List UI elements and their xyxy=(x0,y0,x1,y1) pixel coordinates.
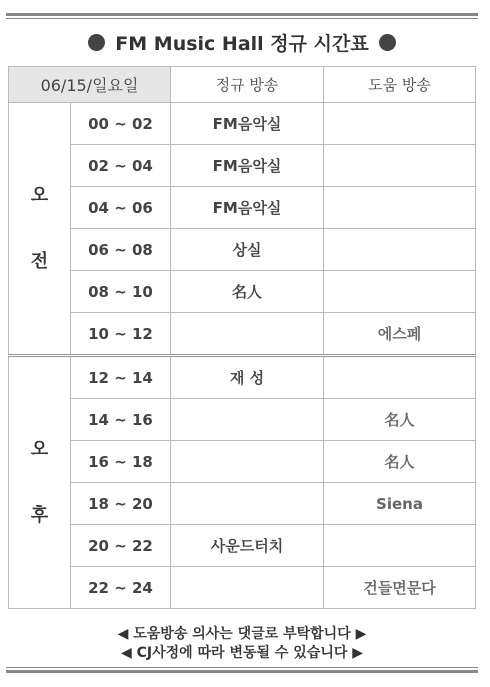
table-row xyxy=(9,271,476,313)
table-row xyxy=(9,399,476,441)
time-slot: 02 ~ 04 xyxy=(71,145,171,187)
time-slot: 16 ~ 18 xyxy=(71,441,171,483)
help-slot: 건들면문다 xyxy=(324,567,476,609)
regular-slot: FM음악실 xyxy=(171,103,324,145)
time-slot: 10 ~ 12 xyxy=(71,313,171,356)
table-row xyxy=(9,145,476,187)
table-row xyxy=(9,229,476,271)
regular-slot: FM음악실 xyxy=(171,145,324,187)
table-row xyxy=(9,441,476,483)
time-slot: 08 ~ 10 xyxy=(71,271,171,313)
help-slot: 에스페 xyxy=(324,313,476,356)
time-slot: 04 ~ 06 xyxy=(71,187,171,229)
am-period-label: 오 전 xyxy=(9,103,71,356)
time-slot: 12 ~ 14 xyxy=(71,356,171,399)
table-row xyxy=(9,525,476,567)
notice-schedule-change: ◀ CJ사정에 따라 변동될 수 있습니다 ▶ xyxy=(120,645,364,661)
header-row xyxy=(9,67,476,103)
regular-slot xyxy=(171,313,324,356)
pm-period-label: 오 후 xyxy=(9,356,71,609)
help-slot xyxy=(324,145,476,187)
help-slot xyxy=(324,103,476,145)
help-slot xyxy=(324,525,476,567)
regular-slot xyxy=(171,441,324,483)
bullet-dot-icon xyxy=(379,34,396,51)
time-slot: 18 ~ 20 xyxy=(71,483,171,525)
help-slot: Siena xyxy=(324,483,476,525)
help-broadcast-header: 도움 방송 xyxy=(324,67,476,103)
table-row xyxy=(9,483,476,525)
regular-slot: 名人 xyxy=(171,271,324,313)
date-header: 06/15/일요일 xyxy=(9,67,171,103)
time-slot: 20 ~ 22 xyxy=(71,525,171,567)
table-row xyxy=(9,187,476,229)
regular-slot: 사운드터치 xyxy=(171,525,324,567)
schedule-table xyxy=(8,66,476,609)
regular-broadcast-header: 정규 방송 xyxy=(171,67,324,103)
table-row xyxy=(9,356,476,399)
help-slot xyxy=(324,356,476,399)
bottom-rule-thick xyxy=(6,670,478,673)
help-slot: 名人 xyxy=(324,399,476,441)
table-row xyxy=(9,567,476,609)
bullet-dot-icon xyxy=(88,34,105,51)
regular-slot: 재 성 xyxy=(171,356,324,399)
time-slot: 06 ~ 08 xyxy=(71,229,171,271)
table-row xyxy=(9,313,476,356)
top-rule-thin xyxy=(6,18,478,19)
table-row xyxy=(9,103,476,145)
time-slot: 00 ~ 02 xyxy=(71,103,171,145)
page-title-text: FM Music Hall 정규 시간표 xyxy=(115,32,369,55)
regular-slot xyxy=(171,483,324,525)
top-rule-thick xyxy=(6,13,478,16)
bottom-rule-thin xyxy=(6,667,478,668)
regular-slot xyxy=(171,567,324,609)
regular-slot: 상실 xyxy=(171,229,324,271)
notice-help-request: ◀ 도움방송 의사는 댓글로 부탁합니다 ▶ xyxy=(117,626,367,642)
help-slot: 名人 xyxy=(324,441,476,483)
help-slot xyxy=(324,187,476,229)
time-slot: 14 ~ 16 xyxy=(71,399,171,441)
page-title xyxy=(0,26,484,58)
help-slot xyxy=(324,271,476,313)
regular-slot: FM음악실 xyxy=(171,187,324,229)
time-slot: 22 ~ 24 xyxy=(71,567,171,609)
regular-slot xyxy=(171,399,324,441)
help-slot xyxy=(324,229,476,271)
